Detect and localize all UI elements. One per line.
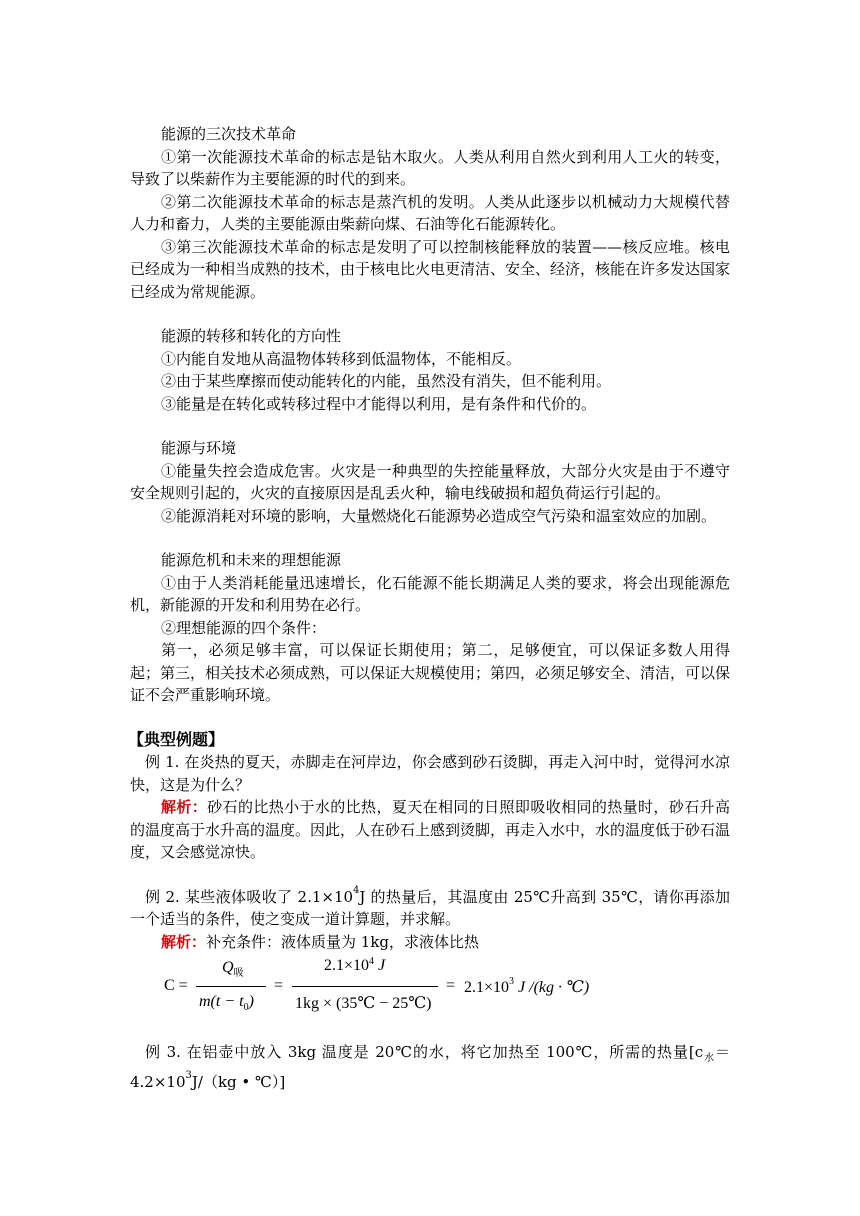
example-2-question: 例 2. 某些液体吸收了 $2.1\times 10^4J$ 的热量后，其温度由 25℃升高到 35℃，请你再添加一个适当的条件，使之变成一道计算题，并求解。 [130, 884, 730, 928]
analysis-text: 砂石的比热小于水的比热，夏天在相同的日照即吸收相同的热量时，砂石升高的温度高于水升高的温度。因此，人在砂石上感到烫脚，再走入水中，水的温度低于砂石温度，又会感觉凉快。 [130, 798, 731, 861]
examples-heading: 【典型例题】 [128, 729, 225, 749]
example-2-answer [130, 931, 730, 954]
paragraph: 第一，必须足够丰富，可以保证长期使用；第二，足够便宜，可以保证多数人用得起；第三，相关技术必须成熟，可以保证大规模使用；第四，必须足够安全、清洁，可以保证不会严重影响环境。 [130, 641, 731, 704]
example-1-answer [130, 796, 730, 864]
paragraph: ①能量失控会造成危害。火灾是一种典型的失控能量释放，大部分火灾是由于不遵守安全规则引起的，火灾的直接原因是乱丢火种，输电线破损和超负荷运行引起的。 [130, 461, 730, 502]
paragraph: ①由于人类消耗能量迅速增长，化石能源不能长期满足人类的要求，将会出现能源危机，新能源的开发和利用势在必行。 [130, 573, 730, 614]
section-title: 能源与环境 [161, 439, 237, 457]
paragraph: ②由于某些摩擦而使动能转化的内能，虽然没有消失，但不能利用。 [161, 372, 612, 390]
paragraph: ②第二次能源技术革命的标志是蒸汽机的发明。人类从此逐步以机械动力大规模代替人力和畜力，人类的主要能源由柴薪向煤、石油等化石能源转化。 [130, 192, 730, 233]
paragraph: ③第三次能源技术革命的标志是发明了可以控制核能释放的装置——核反应堆。核电已经成为一种相当成熟的技术，由于核电比火电更清洁、安全、经济，核能在许多发达国家已经成为常规能源。 [130, 237, 731, 301]
example-3-question: 例 3. 在铝壶中放入 3kg 温度是 20℃的水，将它加热至 100℃，所需的热量[$c_水=4.2\times 10^3J/(kg$ • ℃）] [130, 1043, 731, 1091]
section-title: 能源的三次技术革命 [161, 125, 297, 143]
section-title: 能源的转移和转化的方向性 [161, 327, 342, 345]
document-body [130, 123, 730, 1093]
analysis-label: 解析： [161, 932, 207, 951]
paragraph: ②能源消耗对环境的影响，大量燃烧化石能源势必造成空气污染和温室效应的加剧。 [161, 506, 717, 525]
paragraph: ③能量是在转化或转移过程中才能得以利用，是有条件和代价的。 [161, 394, 597, 413]
paragraph: ①第一次能源技术革命的标志是钻木取火。人类从利用自然火到利用人工火的转变，导致了以柴薪作为主要能源的时代的到来。 [130, 147, 730, 188]
analysis-text: 补充条件：液体质量为 1kg，求液体比热 [206, 932, 480, 951]
paragraph: ①内能自发地从高温物体转移到低温物体，不能相反。 [161, 349, 522, 368]
example-1-question: 例 1. 在炎热的夏天，赤脚走在河岸边，你会感到砂石烫脚，再走入河中时，觉得河水凉快，这是为什么？ [130, 753, 730, 794]
paragraph: ②理想能源的四个条件： [161, 618, 327, 637]
specific-heat-formula: C = $Q_吸$ $m(t - t_0)$ = $2.1\times 10^4$ J 1kg × (35℃ − 25℃) = $2.1\times 10^3$ J /(kg · ℃) [164, 956, 590, 1014]
analysis-label: 解析： [161, 798, 208, 816]
section-title: 能源危机和未来的理想能源 [161, 551, 342, 569]
